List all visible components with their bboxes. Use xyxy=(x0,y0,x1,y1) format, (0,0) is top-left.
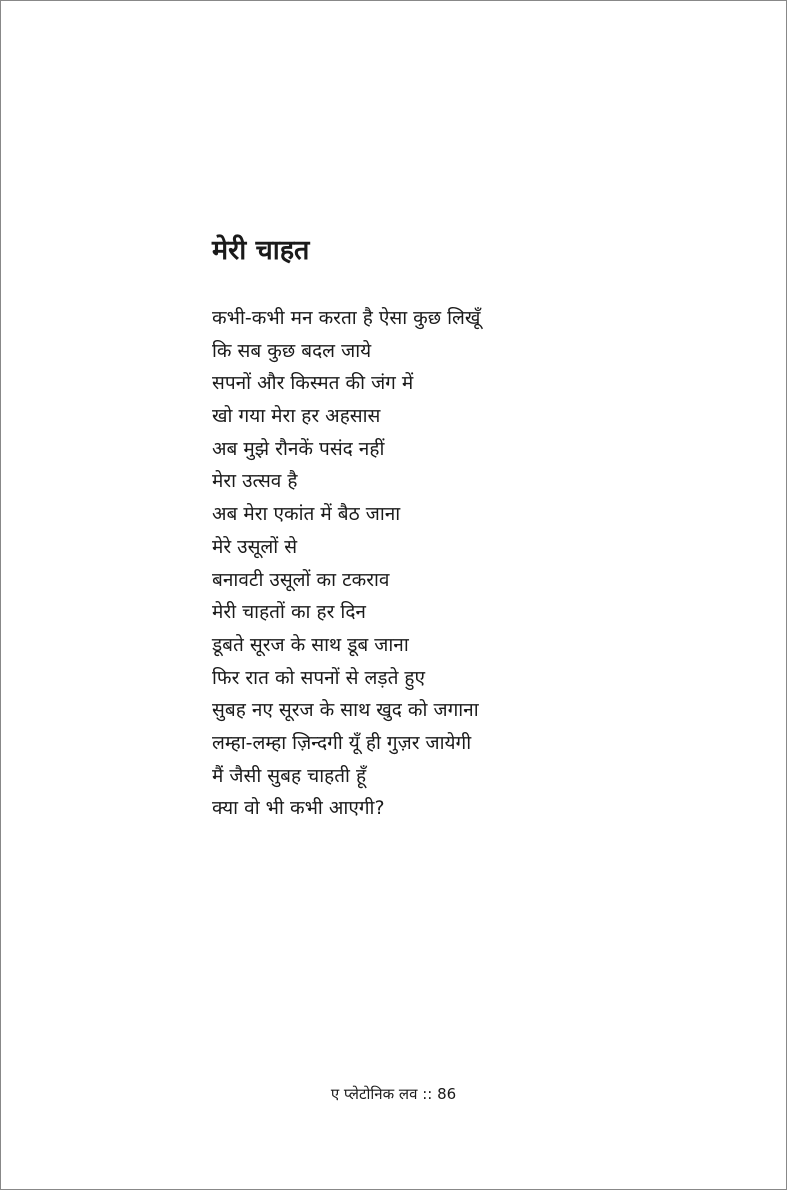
poem-line: फिर रात को सपनों से लड़ते हुए xyxy=(212,666,426,689)
poem-line: सपनों और किस्मत की जंग में xyxy=(212,372,414,395)
poem-line: मेरी चाहतों का हर दिन xyxy=(212,601,366,624)
poem-body xyxy=(212,302,480,825)
poem-title: मेरी चाहत xyxy=(212,235,310,266)
poem-line: कभी-कभी मन करता है ऐसा कुछ लिखूँ xyxy=(212,307,481,329)
poem-line: बनावटी उसूलों का टकराव xyxy=(212,568,390,591)
poem-line: अब मुझे रौनकें पसंद नहीं xyxy=(212,437,385,460)
poem-line: मैं जैसी सुबह चाहती हूँ xyxy=(212,764,367,787)
poem-line: क्या वो भी कभी आएगी? xyxy=(212,797,385,820)
poem-line: मेरे उसूलों से xyxy=(212,535,298,558)
poem-line: डूबते सूरज के साथ डूब जाना xyxy=(212,633,409,656)
poem-line: मेरा उत्सव है xyxy=(212,470,298,493)
poem-line: लम्हा-लम्हा ज़िन्दगी यूँ ही गुज़र जायेगी xyxy=(212,731,472,754)
poem-line: अब मेरा एकांत में बैठ जाना xyxy=(212,503,401,526)
poem-line: खो गया मेरा हर अहसास xyxy=(212,405,381,428)
poem-line: सुबह नए सूरज के साथ खुद को जगाना xyxy=(212,699,479,722)
poem-line: कि सब कुछ बदल जाये xyxy=(212,339,372,362)
page-footer: ए प्लेटोनिक लव :: 86 xyxy=(330,1085,457,1103)
